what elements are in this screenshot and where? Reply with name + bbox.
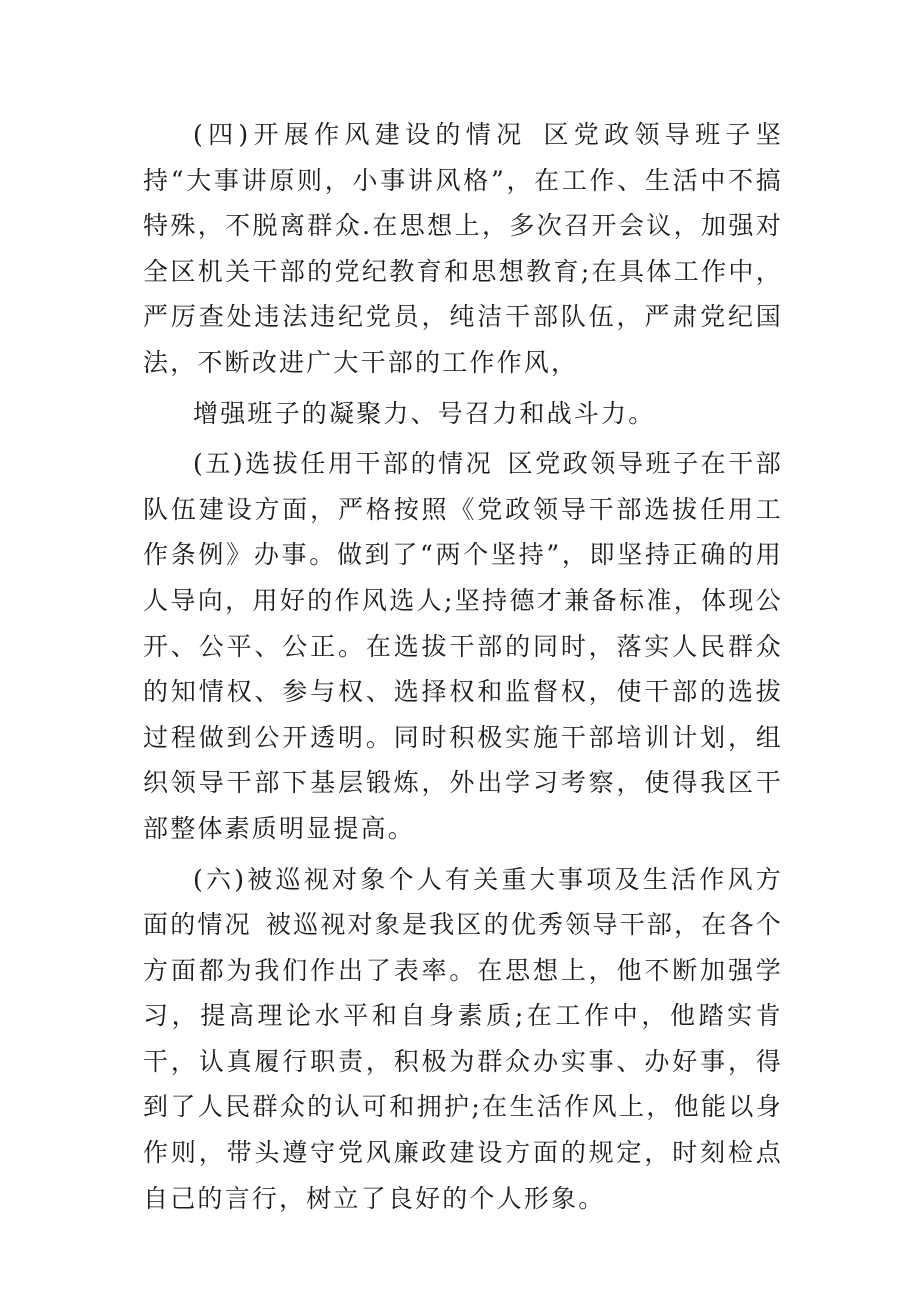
paragraph-continuation — [143, 391, 783, 437]
section-heading-6: (六)被巡视对象个人有关重大事项及生活作风方面的情况 — [143, 864, 783, 940]
paragraph-text-continuation: 增强班子的凝聚力、号召力和战斗力。 — [193, 398, 656, 428]
paragraph-4 — [143, 112, 783, 386]
paragraph-6 — [143, 857, 783, 1222]
paragraph-text-5: 区党政领导班子在干部队伍建设方面，严格按照《党政领导干部选拔任用工作条例》办事。做到了“两个坚持”，即坚持正确的用人导向，用好的作风选人;坚持德才兼备标准，体现公开、公平、公正。在选拔干部的同时，落实人民群众的知情权、参与权、选择权和监督权，使干部的选拔过程做到公开透明。同时积极实施干部培训计划，组织领导干部下基层锻炼，外出学习考察，使得我区干部整体素质明显提高。 — [143, 449, 783, 843]
section-heading-4: (四)开展作风建设的情况 — [193, 120, 527, 149]
section-heading-5: (五)选拔任用干部的情况 — [193, 449, 494, 479]
paragraph-text-4: 区党政领导班子坚持“大事讲原则，小事讲风格”，在工作、生活中不搞特殊，不脱离群众.在思想上，多次召开会议，加强对全区机关干部的党纪教育和思想教育;在具体工作中，严厉查处违法违纪党员，纯洁干部队伍，严肃党纪国法，不断改进广大干部的工作作风， — [143, 120, 783, 377]
paragraph-5 — [143, 441, 783, 851]
document-body — [143, 112, 783, 1221]
paragraph-text-6: 被巡视对象是我区的优秀领导干部，在各个方面都为我们作出了表率。在思想上，他不断加强学习，提高理论水平和自身素质;在工作中，他踏实肯干，认真履行职责，积极为群众办实事、办好事，得到了人民群众的认可和拥护;在生活作风上，他能以身作则，带头遵守党风廉政建设方面的规定，时刻检点自己的言行，树立了良好的个人形象。 — [143, 910, 783, 1213]
